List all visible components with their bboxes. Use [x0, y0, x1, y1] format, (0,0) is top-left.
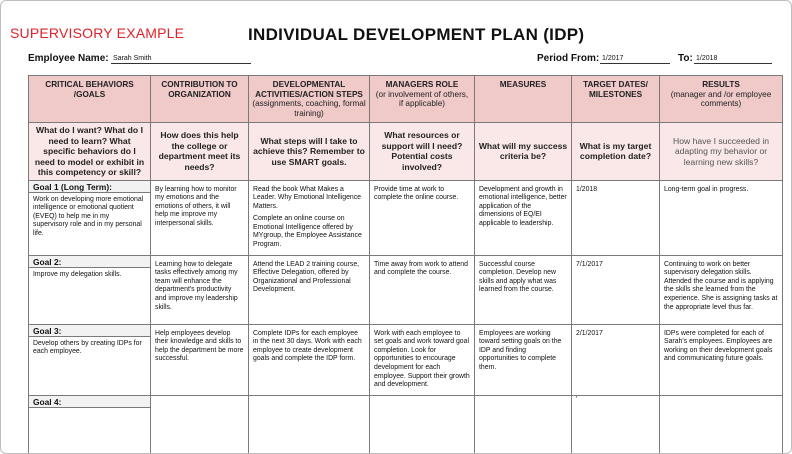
managers-role-cell[interactable]: Provide time at work to complete the online course. [370, 180, 475, 255]
target-date-cell[interactable]: 1/2018 [572, 180, 660, 255]
goal-label: Goal 1 (Long Term): [29, 181, 150, 193]
question-row [29, 123, 783, 181]
goal-label: Goal 3: [29, 325, 150, 337]
activity-item: Read the book What Makes a Leader. Why Emotional Intelligence Matters. [253, 185, 362, 210]
activities-cell[interactable] [249, 180, 370, 255]
contribution-cell[interactable]: By learning how to monitor my emotions and the emotions of others, it will help me improve my interpersonal skills. [151, 180, 249, 255]
page-title: INDIVIDUAL DEVELOPMENT PLAN (IDP) [248, 25, 585, 44]
results-cell[interactable]: Continuing to work on better supervisory delegation skills. Attended the course and is applying the skills she learned from the experience. She is assigning tasks at the appropriate level thus far. [660, 255, 783, 324]
managers-role-cell[interactable]: Work with each employee to set goals and work toward goal completion. Look for opportunities to encourage development for each employee. Support their growth and development. [370, 324, 475, 395]
question-cell: How have I succeeded in adapting my behavior or learning new skills? [660, 123, 783, 181]
question-cell: What do I want? What do I need to learn? What specific behaviors do I need to model or exhibit in this competency or skill? [29, 123, 151, 181]
header-results: RESULTS (manager and /or employee comments) [660, 76, 783, 123]
measures-cell[interactable]: Successful course completion. Develop new skills and apply what was learned from the course. [475, 255, 572, 324]
activity-item: Complete IDPs for each employee in the next 30 days. Work with each employee to create development goals and complete the IDP form. [253, 329, 362, 363]
goal-row [29, 395, 783, 454]
question-cell: What steps will I take to achieve this? Remember to use SMART goals. [249, 123, 370, 181]
question-cell: What is my target completion date? [572, 123, 660, 181]
period-from-field[interactable]: 1/2017 [600, 54, 670, 64]
goal-row [29, 180, 783, 255]
contribution-cell[interactable] [151, 395, 249, 454]
results-cell[interactable]: IDPs were completed for each of Sarah's employees. Employees are working on their development goals and communicating future goals. [660, 324, 783, 395]
header-critical-behaviors: CRITICAL BEHAVIORS /GOALS [29, 76, 151, 123]
goal-cell [29, 324, 151, 395]
goal-text[interactable]: Improve my delegation skills. [33, 270, 122, 278]
target-date-cell[interactable]: 7/1/2017 [572, 255, 660, 324]
header-row [29, 76, 783, 123]
activities-cell[interactable] [249, 255, 370, 324]
managers-role-cell[interactable]: Time away from work to attend and complete the course. [370, 255, 475, 324]
target-date-cell[interactable]: ' [572, 395, 660, 454]
goal-cell [29, 395, 151, 454]
target-date-cell[interactable]: 2/1/2017 [572, 324, 660, 395]
goal-text[interactable] [29, 408, 150, 414]
activities-cell[interactable] [249, 324, 370, 395]
goal-label: Goal 2: [29, 256, 150, 268]
header-measures: MEASURES [475, 76, 572, 123]
employee-name-field[interactable]: Sarah Smith [111, 54, 251, 64]
idp-table [28, 75, 783, 454]
activity-item: Attend the LEAD 2 training course, Effective Delegation, offered by Organizational and Professional Development. [253, 260, 360, 294]
period-from-label: Period From: [537, 53, 600, 64]
employee-name-label: Employee Name: [28, 53, 109, 64]
managers-role-cell[interactable] [370, 395, 475, 454]
question-cell: What resources or support will I need? Potential costs involved? [370, 123, 475, 181]
header-activities: DEVELOPMENTAL ACTIVITIES/ACTION STEPS (assignments, coaching, formal training) [249, 76, 370, 123]
goal-text[interactable]: Work on developing more emotional intelligence or emotional quotient (EVEQ) to help me in my supervisory role and in my personal life. [33, 195, 144, 237]
contribution-cell[interactable]: Help employees develop their knowledge and skills to help the department be more successful. [151, 324, 249, 395]
measures-cell[interactable] [475, 395, 572, 454]
period-to-label: To: [678, 53, 693, 64]
goal-text[interactable]: Develop others by creating IDPs for each employee. [33, 339, 142, 356]
contribution-cell[interactable]: Learning how to delegate tasks effectively among my team will enhance the department's productivity and improve my leadership skills. [151, 255, 249, 324]
activities-cell[interactable] [249, 395, 370, 454]
goal-row [29, 255, 783, 324]
example-tag: SUPERVISORY EXAMPLE [10, 25, 185, 41]
measures-cell[interactable]: Employees are working toward setting goals on the IDP and finding opportunities to complete them. [475, 324, 572, 395]
period-to-field[interactable]: 1/2018 [694, 54, 772, 64]
goal-label: Goal 4: [29, 396, 150, 408]
results-cell[interactable]: Long-term goal in progress. [660, 180, 783, 255]
header-target-dates: TARGET DATES/ MILESTONES [572, 76, 660, 123]
question-cell: How does this help the college or department meet its needs? [151, 123, 249, 181]
results-cell[interactable] [660, 395, 783, 454]
measures-cell[interactable]: Development and growth in emotional intelligence, better application of the dimensions of EQ/EI applicable to leadership. [475, 180, 572, 255]
activity-item: Complete an online course on Emotional Intelligence offered by MYgroup, the Employee Assistance Program. [253, 215, 362, 249]
goal-cell [29, 180, 151, 255]
question-cell: What will my success criteria be? [475, 123, 572, 181]
header-contribution: CONTRIBUTION TO ORGANIZATION [151, 76, 249, 123]
header-managers-role: MANAGERS ROLE (or involvement of others, if applicable) [370, 76, 475, 123]
goal-cell [29, 255, 151, 324]
goal-row [29, 324, 783, 395]
